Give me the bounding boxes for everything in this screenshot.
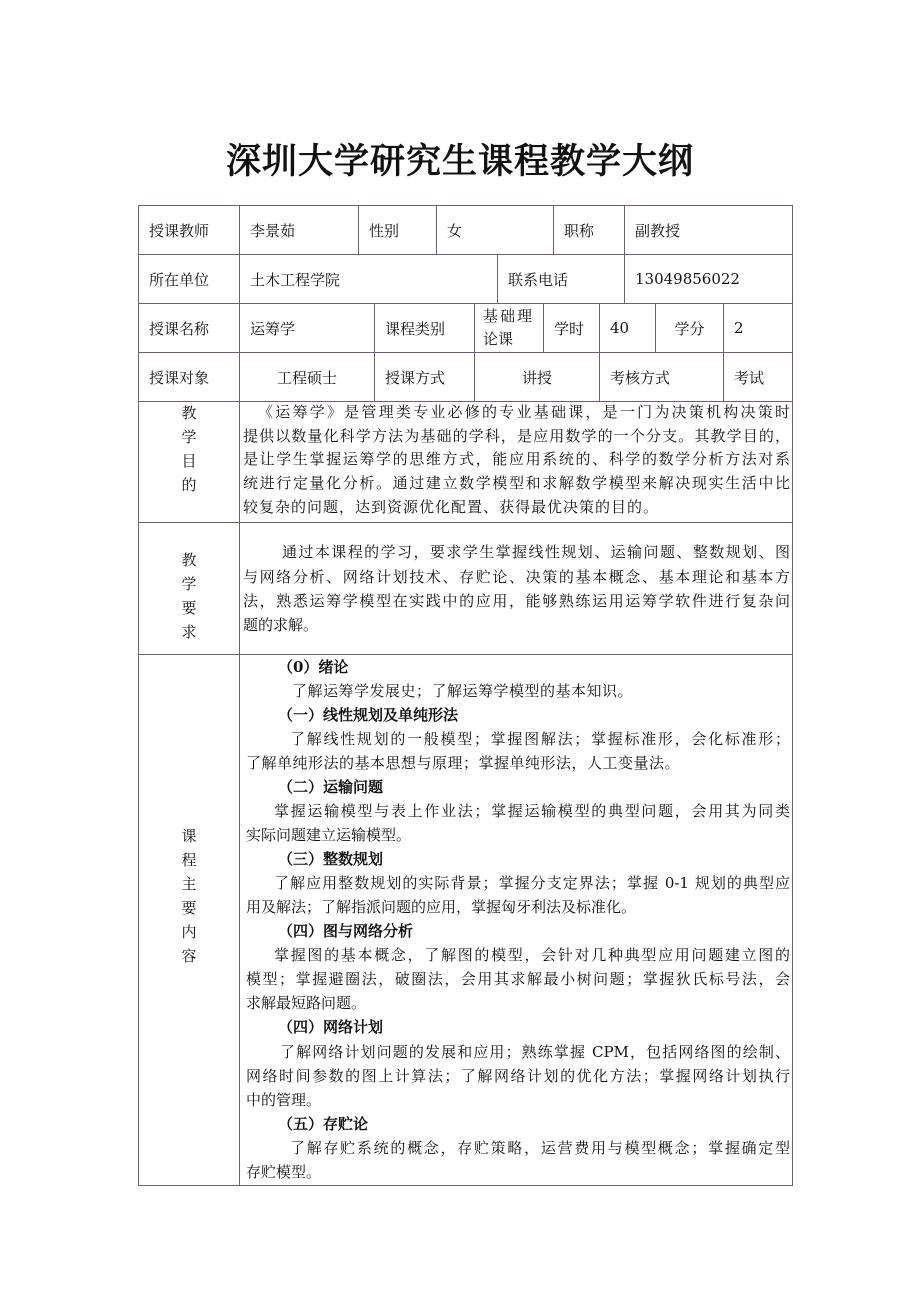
purpose-label-char: 目 <box>181 452 197 470</box>
teacher-label: 授课教师 <box>138 205 240 255</box>
course-type-label: 课程类别 <box>374 303 475 353</box>
gender-label: 性别 <box>358 205 437 255</box>
content-line: 了解单纯形法的基本思想与原理；掌握单纯形法，人工变量法。 <box>246 754 681 772</box>
content-label-char: 主 <box>181 875 197 893</box>
hours-value: 40 <box>599 303 656 353</box>
content-heading: （0）绪论 <box>278 658 349 676</box>
requirements-line: 法，熟悉运筹学模型在实践中的应用，能够熟练运用运筹学软件进行复杂问 <box>243 592 790 610</box>
hours-label: 学时 <box>543 303 600 353</box>
content-label-char: 内 <box>181 923 197 941</box>
purpose-label-char: 教 <box>181 404 197 422</box>
content-line: 求解最短路问题。 <box>246 994 367 1012</box>
requirements-label-char: 求 <box>181 623 197 641</box>
content-line: 了解线性规划的一般模型；掌握图解法；掌握标准形，会化标准形； <box>290 730 790 748</box>
content-heading: （五）存贮论 <box>278 1115 369 1133</box>
course-type-value <box>474 303 544 353</box>
requirements-line: 题的求解。 <box>243 616 319 634</box>
purpose-line: 《运筹学》是管理类专业必修的专业基础课，是一门为决策机构决策时 <box>258 403 790 421</box>
content-heading: （一）线性规划及单纯形法 <box>278 706 459 724</box>
content-line: 了解应用整数规划的实际背景；掌握分支定界法；掌握 0-1 规划的典型应 <box>274 874 790 892</box>
purpose-label-char: 学 <box>181 428 197 446</box>
content-heading: （四）网络计划 <box>278 1018 384 1036</box>
purpose-line: 提供以数量化科学方法为基础的学科，是应用数学的一个分支。其教学目的， <box>243 427 790 445</box>
content-line: 用及解法；了解指派问题的应用，掌握匈牙利法及标准化。 <box>246 898 637 916</box>
exam-label: 考核方式 <box>599 352 724 402</box>
course-type-line1: 基础理 <box>483 307 535 325</box>
content-line: 实际问题建立运输模型。 <box>246 826 412 844</box>
content-label-char: 课 <box>181 827 197 845</box>
unit-label: 所在单位 <box>138 254 240 304</box>
target-value: 工程硕士 <box>239 352 375 402</box>
content-line: 了解网络计划问题的发展和应用；熟练掌握 CPM，包括网络图的绘制、 <box>280 1043 790 1061</box>
content-label-char: 要 <box>181 899 197 917</box>
content-label-cell <box>138 654 240 1186</box>
content-line: 模型；掌握避圈法，破圈法，会用其求解最小树问题；掌握狄氏标号法，会 <box>246 970 790 988</box>
mode-value: 讲授 <box>474 352 600 402</box>
course-label: 授课名称 <box>138 303 240 353</box>
requirements-line: 与网络分析、网络计划技术、存贮论、决策的基本概念、基本理论和基本方 <box>243 568 790 586</box>
content-line: 掌握运输模型与表上作业法；掌握运输模型的典型问题，会用其为同类 <box>274 802 790 820</box>
content-line: 中的管理。 <box>246 1091 322 1109</box>
content-line: 存贮模型。 <box>246 1163 322 1181</box>
rank-label: 职称 <box>553 205 625 255</box>
content-line: 掌握图的基本概念，了解图的模型，会针对几种典型应用问题建立图的 <box>274 946 790 964</box>
teacher-value: 李景茹 <box>239 205 359 255</box>
content-heading: （四）图与网络分析 <box>278 922 414 940</box>
page-title: 深圳大学研究生课程教学大纲 <box>225 141 694 182</box>
purpose-line: 较复杂的问题，达到资源优化配置、获得最优决策的目的。 <box>243 498 660 516</box>
rank-value: 副教授 <box>624 205 793 255</box>
requirements-label-char: 教 <box>181 551 197 569</box>
content-line: 了解运筹学发展史；了解运筹学模型的基本知识。 <box>292 682 634 700</box>
requirements-line: 通过本课程的学习，要求学生掌握线性规划、运输问题、整数规划、图 <box>282 543 790 561</box>
content-label-char: 容 <box>181 947 197 965</box>
exam-value: 考试 <box>723 352 793 402</box>
course-type-line2: 论课 <box>483 330 514 348</box>
purpose-label-char: 的 <box>181 476 197 494</box>
purpose-line: 统进行定量化分析。通过建立数学模型和求解数学模型来解决现实生活中比 <box>243 474 790 492</box>
unit-value: 土木工程学院 <box>239 254 498 304</box>
content-heading: （三）整数规划 <box>278 850 384 868</box>
phone-label: 联系电话 <box>497 254 625 304</box>
gender-value: 女 <box>436 205 554 255</box>
credit-value: 2 <box>723 303 793 353</box>
content-line: 网络时间参数的图上计算法；了解网络计划的优化方法；掌握网络计划执行 <box>246 1067 790 1085</box>
requirements-label-char: 学 <box>181 575 197 593</box>
mode-label: 授课方式 <box>374 352 475 402</box>
content-heading: （二）运输问题 <box>278 778 384 796</box>
content-label-char: 程 <box>181 851 197 869</box>
content-line: 了解存贮系统的概念，存贮策略，运营费用与模型概念；掌握确定型 <box>290 1139 790 1157</box>
requirements-label-char: 要 <box>181 599 197 617</box>
purpose-line: 是让学生掌握运筹学的思维方式，能应用系统的、科学的数学分析方法对系 <box>243 450 790 468</box>
target-label: 授课对象 <box>138 352 240 402</box>
course-value: 运筹学 <box>239 303 375 353</box>
credit-label: 学分 <box>655 303 724 353</box>
phone-value: 13049856022 <box>624 254 793 304</box>
